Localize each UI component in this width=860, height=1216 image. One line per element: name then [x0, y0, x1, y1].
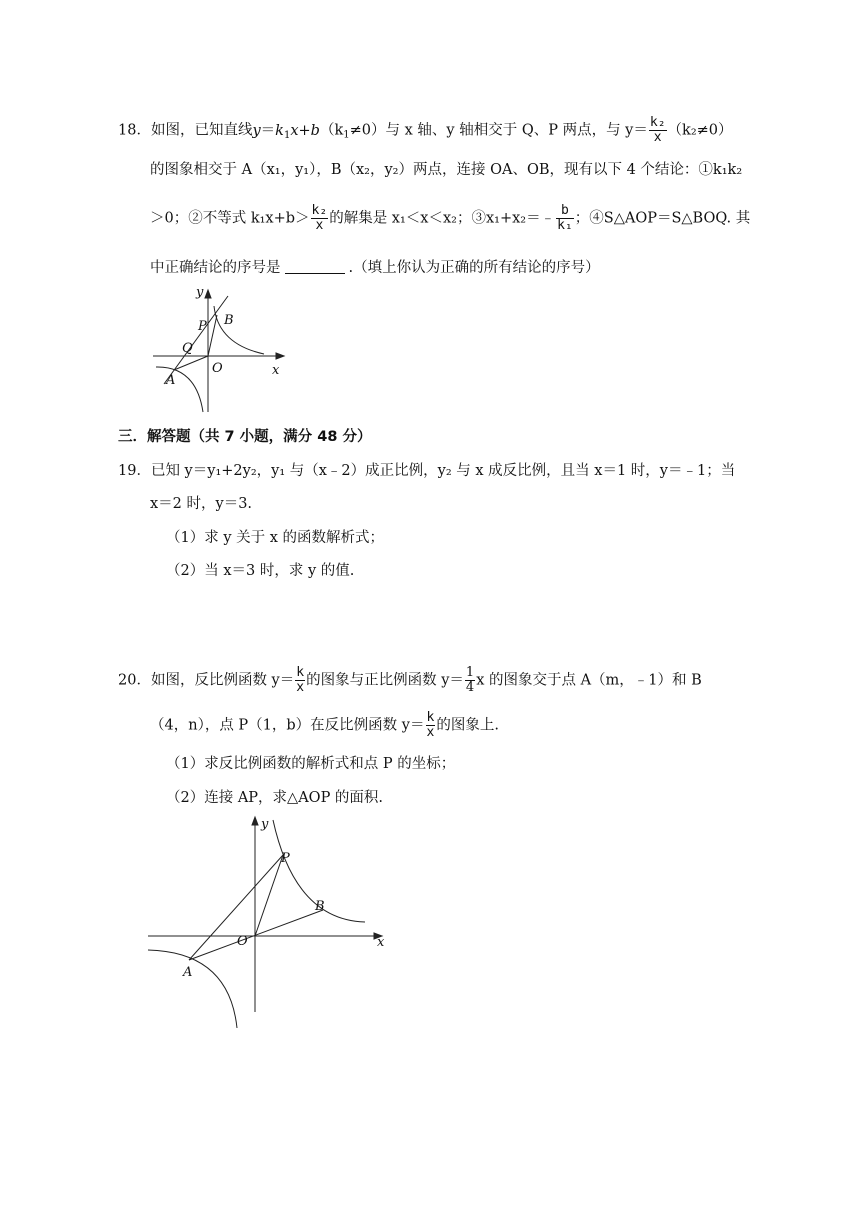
y-axis-arrow-icon — [205, 290, 211, 298]
label-y: y — [261, 817, 269, 832]
label-a: A — [166, 373, 176, 388]
q18-text: .（填上你认为正确的所有结论的序号） — [348, 260, 600, 276]
fraction-k2-over-x: $\frac{\text{k₂}}{x}$ — [311, 203, 328, 233]
q20-part-2: （2）连接 AP，求△AOP 的面积. — [166, 790, 384, 806]
label-b: B — [315, 899, 325, 914]
question-number: 18． — [118, 122, 151, 139]
label-q: Q — [182, 341, 193, 356]
q18-text: 的图象相交于 A（x₁，y₁），B（x₂，y₂）两点，连接 OA、OB，现有以下 4 个结论：①k₁k₂ — [150, 162, 743, 178]
label-b: B — [224, 313, 234, 328]
q20-text: 如图，反比例函数 y＝ — [150, 672, 295, 689]
label-o: O — [237, 934, 248, 949]
q19-part-1: （1）求 y 关于 x 的函数解析式； — [166, 530, 385, 546]
q18-text: （k₂≠0） — [667, 122, 733, 139]
label-o: O — [212, 361, 223, 376]
q18-text: （k — [319, 122, 344, 139]
q20-part-1: （1）求反比例函数的解析式和点 P 的坐标； — [166, 756, 456, 772]
q19-line-1 — [118, 461, 735, 481]
q18-equation: $y=k_1x+b$ — [252, 122, 320, 141]
fraction-k-over-x: $\frac{k}{x}$ — [426, 710, 435, 740]
fraction-k-over-x: $\frac{k}{x}$ — [296, 665, 305, 695]
segment-ab — [189, 910, 323, 960]
hyperbola-branch-1 — [214, 306, 264, 354]
q19-text: 已知 y＝y₁+2y₂，y₁ 与（x﹣2）成正比例，y₂ 与 x 成反比例，且当 x＝1 时，y＝﹣1；当 — [150, 463, 736, 479]
label-x: x — [272, 363, 280, 378]
q19-part-2: （2）当 x＝3 时，求 y 的值. — [166, 563, 355, 579]
q18-line-3 — [150, 204, 750, 233]
q20-text: 的图象上. — [436, 717, 499, 734]
q18-line-4 — [150, 258, 600, 278]
q18-text: 中正确结论的序号是 — [150, 260, 281, 276]
q20-line-2 — [150, 711, 499, 740]
segment-op — [255, 855, 283, 936]
segment-ap — [189, 855, 283, 960]
fraction-one-quarter: $\frac{1}{4}$ — [465, 665, 475, 695]
answer-blank[interactable] — [285, 259, 345, 274]
q18-line-2 — [150, 160, 742, 180]
q20-text: x 的图象交于点 A（m，﹣1）和 B — [476, 672, 702, 689]
q18-text: ＞0；②不等式 k₁x+b＞ — [150, 210, 310, 227]
y-axis-arrow-icon — [252, 817, 258, 825]
q18-figure — [148, 284, 293, 416]
q18-text: 的解集是 x₁＜x＜x₂；③x₁+x₂＝﹣ — [329, 210, 556, 227]
x-axis-arrow-icon — [276, 353, 284, 359]
q20-line-1 — [118, 666, 702, 695]
q18-text: ；④S△AOP＝S△BOQ. 其 — [574, 210, 751, 227]
label-y: y — [196, 285, 204, 300]
q20-text: 的图象与正比例函数 y＝ — [306, 672, 464, 689]
hyperbola-branch-2 — [156, 367, 203, 412]
q18-line-1: 18．如图，已知直线$y=k_1x+b(k_1\ne 0)$与 x 轴、y 轴相交于 Q、P 两点，与 y＝ $\frac{\text{k₂}}{x}$ （k₂≠0） — [118, 115, 733, 145]
label-p: P — [281, 851, 290, 866]
question-number: 20． — [118, 672, 151, 689]
question-number: 19． — [118, 463, 151, 479]
section-heading: 三．解答题（共 7 小题，满分 48 分） — [118, 429, 372, 445]
q18-text: 如图，已知直线 — [150, 122, 253, 139]
q20-figure — [145, 812, 395, 1032]
q19-line-2: x＝2 时，y＝3. — [150, 496, 253, 512]
label-x: x — [377, 935, 385, 950]
q20-text: （4，n），点 P（1，b）在反比例函数 y＝ — [150, 717, 425, 734]
fraction-k2-over-x: $\frac{\text{k₂}}{x}$ — [649, 115, 666, 145]
label-a: A — [183, 965, 193, 980]
hyperbola-branch-2 — [148, 950, 237, 1028]
q18-text: ≠0）与 x 轴、y 轴相交于 Q、P 两点，与 y＝ — [349, 122, 648, 139]
fraction-b-over-k1: $\frac{b}{\text{k₁}}$ — [557, 203, 573, 233]
label-p: P — [198, 319, 207, 334]
